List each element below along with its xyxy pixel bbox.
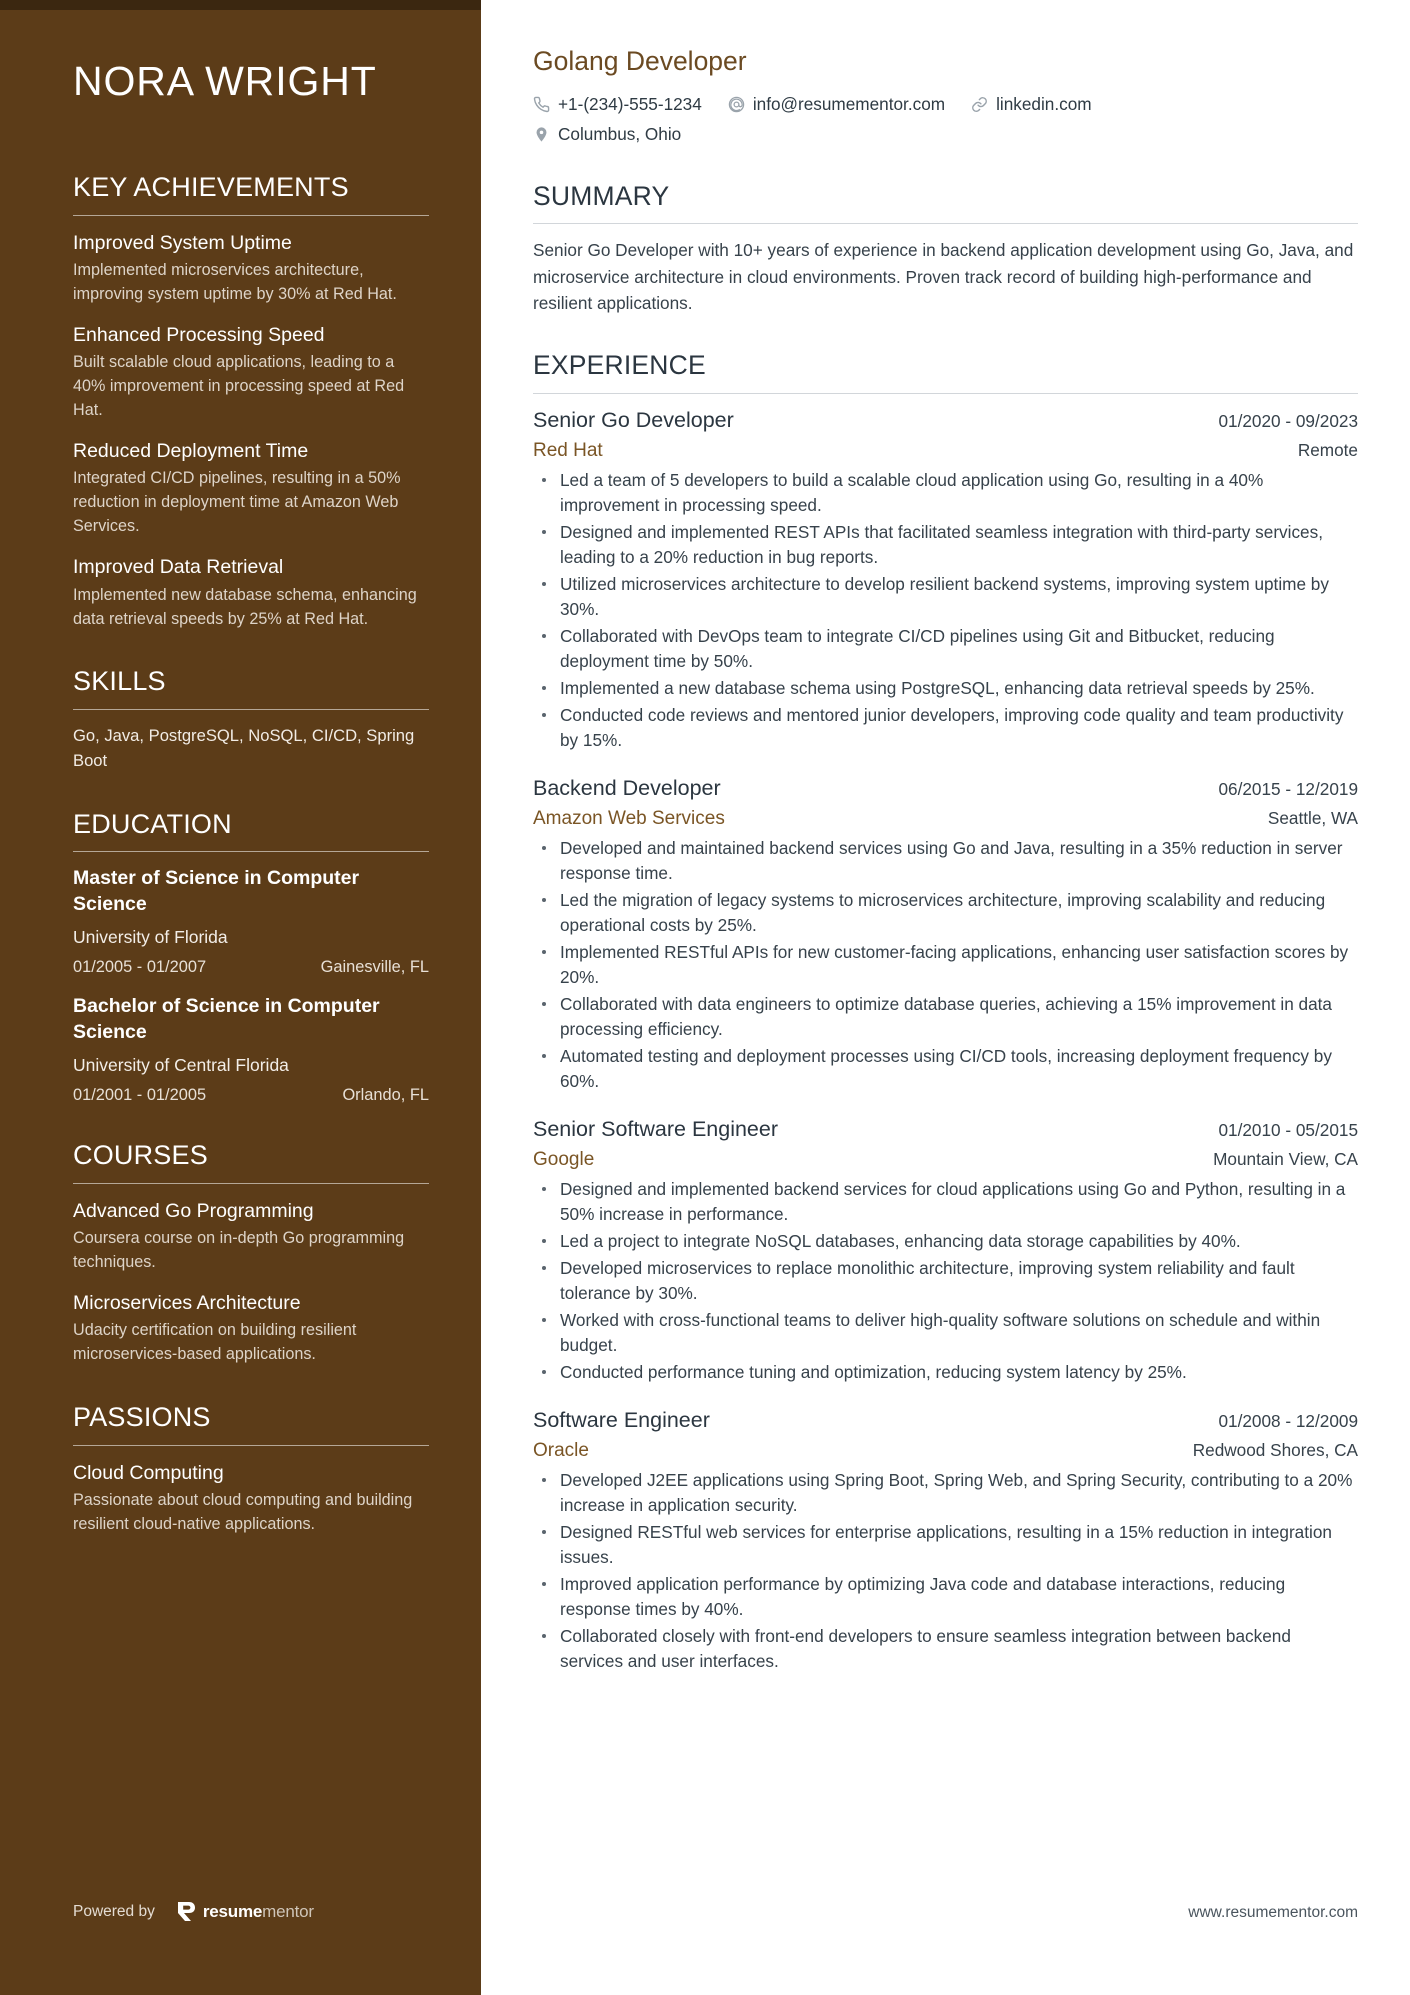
experience-subheader [533,807,1358,832]
divider [533,223,1358,224]
link-icon [971,96,988,113]
experience-location: Redwood Shores, CA [1192,1439,1358,1460]
passion-title: Cloud Computing [73,1461,224,1484]
education-degree: Bachelor of Science in Computer Science [73,995,380,1044]
bullet-item: Developed microservices to replace monolithic architecture, improving system reliability and fault tolerance by 30%. [533,1256,1358,1306]
experience-header [533,775,1358,803]
bullet-item: Utilized microservices architecture to develop resilient backend systems, improving system uptime by 30%. [533,572,1358,622]
education-item [73,994,429,1105]
divider [73,709,429,710]
experience-item [533,775,1358,1094]
summary-heading: SUMMARY [533,180,670,211]
experience-header [533,1407,1358,1435]
experience-item [533,1407,1358,1674]
experience-location: Mountain View, CA [1213,1148,1358,1169]
experience-dates: 01/2010 - 05/2015 [1218,1119,1358,1140]
course-item [73,1198,429,1275]
bullet-item: Automated testing and deployment processes using CI/CD tools, increasing deployment frequency by 60%. [533,1044,1358,1094]
section-skills [73,665,429,773]
achievement-description: Built scalable cloud applications, leading to a 40% improvement in processing speed at Red Hat. [73,353,405,420]
bullet-item: Led a project to integrate NoSQL databases, enhancing data storage capabilities by 40%. [533,1229,1358,1254]
achievement-item [73,230,429,307]
section-experience [533,350,1358,1674]
experience-item [533,1116,1358,1385]
course-title: Microservices Architecture [73,1291,301,1314]
bullet-item: Conducted performance tuning and optimization, reducing system latency by 25%. [533,1360,1358,1385]
passion-item [73,1460,429,1537]
experience-bullets [533,1177,1358,1385]
section-summary [533,181,1358,316]
section-education [73,808,429,1106]
courses-heading: COURSES [73,1140,208,1171]
bullet-item: Led a team of 5 developers to build a scalable cloud application using Go, resulting in a 40% improvement in processing speed. [533,468,1358,518]
divider [73,1183,429,1184]
bullet-item: Conducted code reviews and mentored junior developers, improving code quality and team productivity by 15%. [533,703,1358,753]
education-dates: 01/2001 - 01/2005 [73,1086,207,1105]
contact-location-text: Columbus, Ohio [558,123,682,144]
resumementor-mark-icon [177,1901,196,1922]
bullet-item: Implemented a new database schema using PostgreSQL, enhancing data retrieval speeds by 25%. [533,676,1358,701]
footer-website-url: www.resumementor.com [1188,1904,1358,1921]
education-degree: Master of Science in Computer Science [73,867,360,915]
skills-heading: SKILLS [73,666,166,697]
achievement-title: Improved System Uptime [73,231,292,254]
bullet-item: Designed and implemented REST APIs that facilitated seamless integration with third-party services, leading to a 20% reduction in bug reports. [533,520,1358,570]
course-title: Advanced Go Programming [73,1199,314,1222]
contact-email[interactable] [728,92,945,117]
experience-header [533,407,1358,435]
main-column [481,0,1410,1995]
experience-dates: 01/2020 - 09/2023 [1218,410,1358,431]
resumementor-wordmark [203,1902,314,1922]
bullet-item: Collaborated with data engineers to optimize database queries, achieving a 15% improvement in data processing efficiency. [533,992,1358,1042]
education-dates: 01/2005 - 01/2007 [73,958,207,977]
bullet-item: Implemented RESTful APIs for new customer-facing applications, enhancing user satisfaction scores by 20%. [533,940,1358,990]
powered-by-label: Powered by [73,1902,155,1920]
experience-subheader [533,1439,1358,1464]
section-passions [73,1401,429,1537]
education-heading: EDUCATION [73,808,232,839]
achievement-description: Implemented new database schema, enhancing data retrieval speeds by 25% at Red Hat. [73,585,417,628]
education-school: University of Central Florida [73,1054,289,1075]
experience-company: Google [533,1148,595,1170]
divider [73,215,429,216]
contact-info [533,92,1153,147]
contact-link[interactable] [971,92,1092,117]
sidebar-top-accent-bar [0,0,481,10]
experience-bullets [533,468,1358,752]
course-item [73,1290,429,1367]
bullet-item: Collaborated closely with front-end developers to ensure seamless integration between backend services and user interfaces. [533,1624,1358,1674]
achievement-item [73,554,429,631]
course-description: Coursera course on in-depth Go programming techniques. [73,1228,405,1271]
achievement-item [73,438,429,539]
key-achievements-heading: KEY ACHIEVEMENTS [73,172,349,203]
experience-bullets [533,836,1358,1093]
experience-item [533,407,1358,753]
passions-heading: PASSIONS [73,1402,211,1433]
education-item [73,866,429,977]
experience-company: Oracle [533,1439,589,1461]
headline-job-title: Golang Developer [533,46,747,76]
bullet-item: Designed and implemented backend services for cloud applications using Go and Python, resulting in a 50% increase in performance. [533,1177,1358,1227]
achievement-item [73,322,429,423]
bullet-item: Designed RESTful web services for enterprise applications, resulting in a 15% reduction in integration issues. [533,1520,1358,1570]
bullet-item: Collaborated with DevOps team to integrate CI/CD pipelines using Git and Bitbucket, reducing deployment time by 50%. [533,624,1358,674]
experience-subheader [533,1148,1358,1173]
experience-dates: 01/2008 - 12/2009 [1218,1410,1358,1431]
experience-heading: EXPERIENCE [533,349,706,380]
section-key-achievements [73,171,429,631]
experience-role: Backend Developer [533,775,721,800]
contact-phone-text: +1-(234)-555-1234 [558,93,702,114]
brand-light: mentor [262,1901,314,1921]
experience-subheader [533,439,1358,464]
experience-location: Remote [1297,439,1358,460]
course-description: Udacity certification on building resilient microservices-based applications. [73,1321,357,1364]
experience-role: Senior Go Developer [533,407,734,432]
education-location: Orlando, FL [342,1086,429,1105]
summary-text: Senior Go Developer with 10+ years of experience in backend application development using Go, Java, and microservice architecture in cloud environments. Proven track record of building high-performance and resilient applications. [533,240,1354,313]
education-location: Gainesville, FL [320,958,429,977]
experience-company: Amazon Web Services [533,807,725,829]
education-meta [73,958,429,977]
email-icon [728,96,745,113]
achievement-description: Integrated CI/CD pipelines, resulting in a 50% reduction in deployment time at Amazon Web Services. [73,469,401,536]
bullet-item: Developed J2EE applications using Spring Boot, Spring Web, and Spring Security, contributing to a 20% increase in application security. [533,1468,1358,1518]
experience-location: Seattle, WA [1267,807,1358,828]
experience-header [533,1116,1358,1144]
bullet-item: Improved application performance by optimizing Java code and database interactions, reducing response times by 40%. [533,1572,1358,1622]
divider [73,851,429,852]
experience-dates: 06/2015 - 12/2019 [1218,778,1358,799]
experience-bullets [533,1468,1358,1674]
phone-icon [533,96,550,113]
resumementor-logo [177,1901,314,1922]
achievement-title: Enhanced Processing Speed [73,323,325,346]
bullet-item: Developed and maintained backend services using Go and Java, resulting in a 35% reduction in server response time. [533,836,1358,886]
education-school: University of Florida [73,926,228,947]
section-courses [73,1139,429,1367]
brand-bold: resume [202,1901,263,1921]
skills-list: Go, Java, PostgreSQL, NoSQL, CI/CD, Spring Boot [73,725,415,770]
experience-role: Software Engineer [533,1407,710,1432]
contact-email-text: info@resumementor.com [752,93,946,114]
contact-location [533,122,681,147]
sidebar-footer [73,1901,314,1922]
bullet-item: Led the migration of legacy systems to microservices architecture, improving scalability and reducing operational costs by 25%. [533,888,1358,938]
divider [533,393,1358,394]
candidate-name: NORA WRIGHT [73,58,377,104]
experience-company: Red Hat [533,439,603,461]
education-meta [73,1086,429,1105]
achievement-title: Reduced Deployment Time [73,440,309,462]
sidebar [0,0,481,1995]
achievement-title: Improved Data Retrieval [73,556,284,579]
location-icon [533,126,550,143]
experience-role: Senior Software Engineer [533,1116,779,1141]
contact-link-text: linkedin.com [996,93,1092,114]
divider [73,1445,429,1446]
bullet-item: Worked with cross-functional teams to deliver high-quality software solutions on schedule and within budget. [533,1308,1358,1358]
passion-description: Passionate about cloud computing and building resilient cloud-native applications. [73,1490,413,1533]
contact-phone[interactable] [533,92,702,117]
achievement-description: Implemented microservices architecture, improving system uptime by 30% at Red Hat. [73,260,397,303]
